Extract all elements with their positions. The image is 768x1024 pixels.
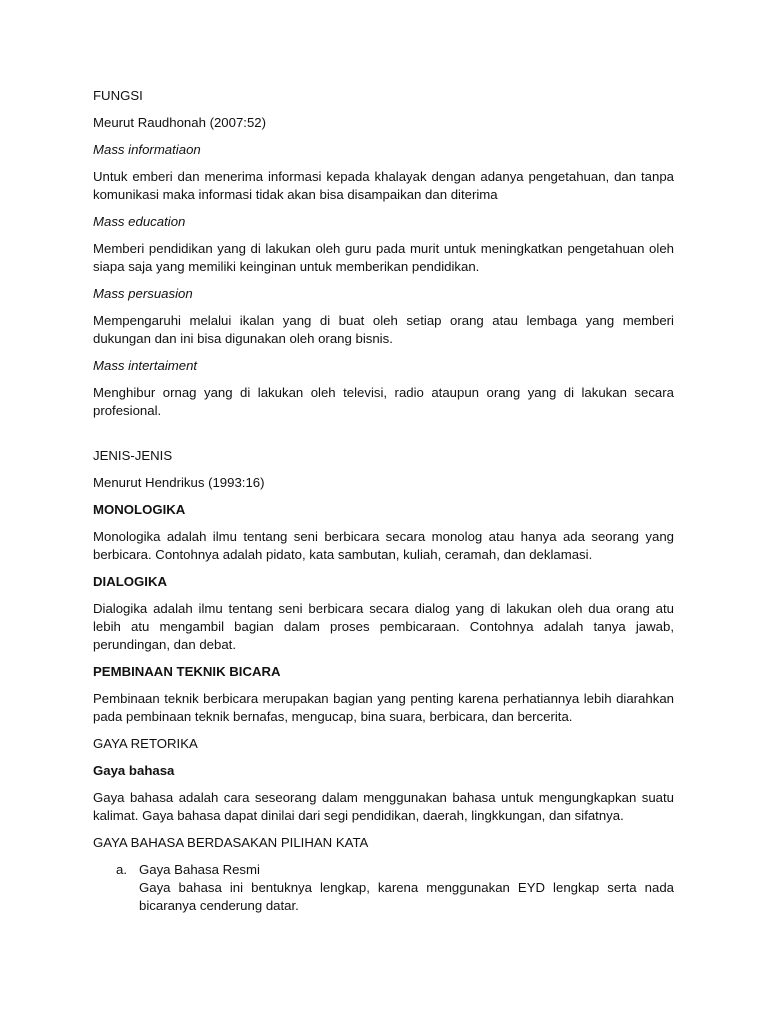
section-heading-fungsi: FUNGSI xyxy=(93,88,143,103)
subheading-description: Gaya bahasa adalah cara seseorang dalam menggunakan bahasa untuk mengungkapkan suatu kalimat. Gaya bahasa dapat dinilai dari segi pendidikan, daerah, lingkkungan, dan sifatnya. xyxy=(93,790,674,823)
term-description: Untuk emberi dan menerima informasi kepada khalayak dengan adanya pengetahuan, dan tanpa komunikasi maka informasi tidak akan bisa disampaikan dan diterima xyxy=(93,169,674,202)
section-heading-gaya-retorika: GAYA RETORIKA xyxy=(93,736,198,751)
term-mass-entertainment: Mass intertaiment xyxy=(93,358,198,373)
list-item xyxy=(93,861,674,915)
term-mass-education: Mass education xyxy=(93,214,186,229)
term-monologika: MONOLOGIKA xyxy=(93,502,186,517)
term-description: Monologika adalah ilmu tentang seni berbicara secara monolog atau hanya ada seorang yang berbicara. Contohnya adalah pidato, kata sambutan, kuliah, ceramah, dan deklamasi. xyxy=(93,529,674,562)
term-mass-information: Mass informatiaon xyxy=(93,142,201,157)
term-description: Pembinaan teknik berbicara merupakan bagian yang penting karena perhatiannya lebih diarahkan pada pembinaan teknik bernafas, mengucap, bina suara, berbicara, dan bercerita. xyxy=(93,691,674,724)
list-marker: a. xyxy=(116,862,127,877)
term-description: Mempengaruhi melalui ikalan yang di buat oleh setiap orang atau lembaga yang memberi dukungan dan ini bisa digunakan oleh orang bisnis. xyxy=(93,313,674,346)
source-citation: Menurut Hendrikus (1993:16) xyxy=(93,475,265,490)
section-heading-jenis-jenis: JENIS-JENIS xyxy=(93,448,173,463)
subsection-heading-pilihan-kata: GAYA BAHASA BERDASAKAN PILIHAN KATA xyxy=(93,835,369,850)
style-list xyxy=(93,861,674,915)
term-pembinaan-teknik-bicara: PEMBINAAN TEKNIK BICARA xyxy=(93,664,281,679)
list-item-description: Gaya bahasa ini bentuknya lengkap, karena menggunakan EYD lengkap serta nada bicaranya cenderung datar. xyxy=(139,880,674,913)
list-item-title: Gaya Bahasa Resmi xyxy=(139,862,260,877)
term-description: Menghibur ornag yang di lakukan oleh televisi, radio ataupun orang yang di lakukan secara profesional. xyxy=(93,385,674,418)
subheading-gaya-bahasa: Gaya bahasa xyxy=(93,763,175,778)
term-description: Memberi pendidikan yang di lakukan oleh guru pada murit untuk meningkatkan pengetahuan oleh siapa saja yang memiliki keinginan untuk memberikan pendidikan. xyxy=(93,241,674,274)
source-citation: Meurut Raudhonah (2007:52) xyxy=(93,115,267,130)
term-dialogika: DIALOGIKA xyxy=(93,574,167,589)
term-description: Dialogika adalah ilmu tentang seni berbicara secara dialog yang di lakukan oleh dua orang atu lebih atu mengambil bagian dalam proses pembicaraan. Contohnya adalah tanya jawab, perundingan, dan debat. xyxy=(93,601,674,652)
document-body xyxy=(93,87,674,915)
term-mass-persuasion: Mass persuasion xyxy=(93,286,193,301)
